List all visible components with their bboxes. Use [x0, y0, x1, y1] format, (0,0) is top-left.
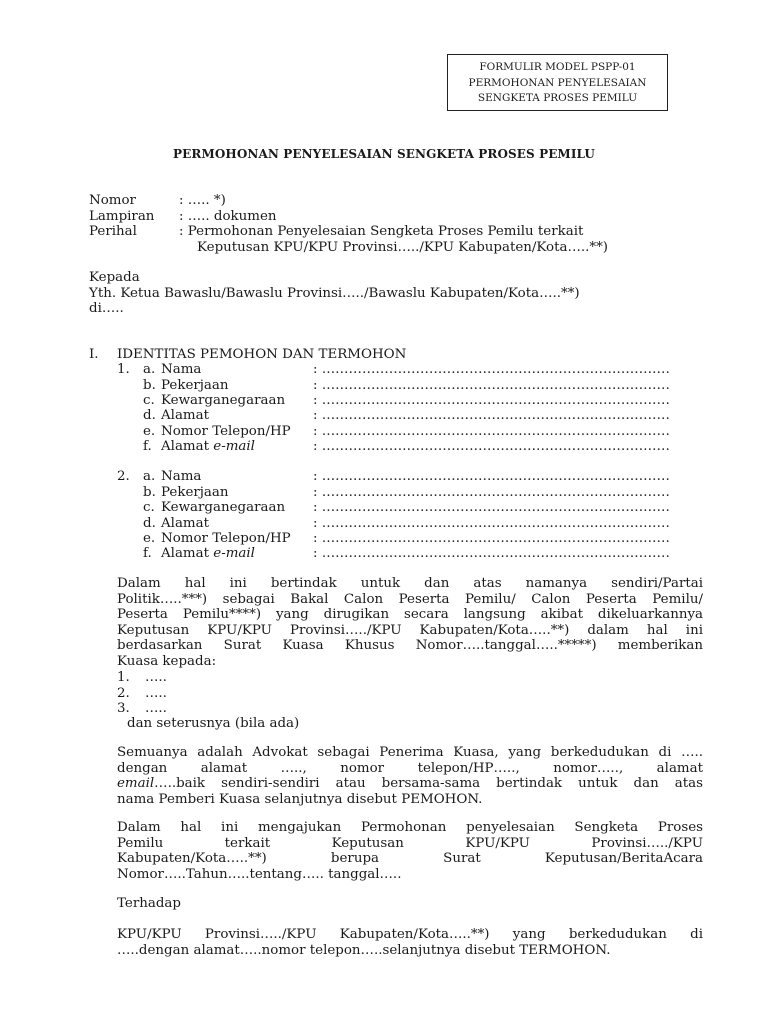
field-blank: : …………………………………………………………………… — [313, 362, 670, 377]
form-model-box — [447, 54, 668, 111]
field-label-pekerjaan: Pekerjaan — [161, 485, 229, 500]
form-model-title-1: PERMOHONAN PENYELESAIAN — [468, 76, 647, 89]
field-label-alamat: Alamat — [161, 516, 209, 531]
field-label-alamat: Alamat — [161, 408, 209, 423]
perihal-label: Perihal — [89, 224, 137, 239]
paragraph-line: Kabupaten/Kota…..**) berupa Surat Keputusan/BeritaAcara — [117, 851, 703, 867]
paragraph-line: Politik…..***) sebagai Bakal Calon Peserta Pemilu/ Calon Peserta Pemilu/ — [117, 591, 703, 607]
list-item-text: ….. — [145, 686, 167, 701]
paragraph-line: Pemilu terkait Keputusan KPU/KPU Provinsi…../KPU — [117, 835, 703, 851]
paragraph-line: Kuasa kepada: — [117, 653, 217, 669]
document-title: PERMOHONAN PENYELESAIAN SENGKETA PROSES PEMILU — [173, 147, 595, 161]
field-blank: : …………………………………………………………………… — [313, 485, 670, 500]
lampiran-value: : ….. dokumen — [179, 209, 277, 224]
field-blank: : …………………………………………………………………… — [313, 546, 670, 561]
field-blank: : …………………………………………………………………… — [313, 424, 670, 439]
dan-seterusnya: dan seterusnya (bila ada) — [127, 716, 300, 731]
field-blank: : …………………………………………………………………… — [313, 516, 670, 531]
list-item-number: 1. — [117, 670, 130, 685]
section-number: I. — [89, 347, 99, 362]
field-letter: d. — [143, 516, 156, 531]
email-italic: email — [117, 776, 155, 792]
paragraph-termohon — [117, 927, 703, 958]
field-letter: c. — [143, 393, 155, 408]
list-item-number: 3. — [117, 701, 130, 716]
paragraph-line: Dalam hal ini mengajukan Permohonan penyelesaian Sengketa Proses — [117, 820, 703, 835]
field-label-telepon: Nomor Telepon/HP — [161, 531, 291, 546]
field-label-telepon: Nomor Telepon/HP — [161, 424, 291, 439]
field-label-email-text: Alamat — [161, 439, 209, 454]
list-item-text: ….. — [145, 670, 167, 685]
nomor-label: Nomor — [89, 193, 136, 208]
field-letter: e. — [143, 531, 156, 546]
paragraph-permohonan — [117, 820, 703, 882]
paragraph-line: Nomor…..Tahun…..tentang….. tanggal….. — [117, 866, 402, 882]
field-letter: e. — [143, 424, 156, 439]
paragraph-line-rest: …..baik sendiri-sendiri atau bersama-sama bertindak untuk dan atas — [154, 776, 703, 792]
list-item-number: 2. — [117, 686, 130, 701]
lampiran-label: Lampiran — [89, 209, 155, 224]
field-letter: a. — [143, 469, 156, 484]
paragraph-line: KPU/KPU Provinsi…../KPU Kabupaten/Kota…..**) yang berkedudukan di — [117, 927, 703, 942]
field-label-nama: Nama — [161, 362, 202, 377]
field-letter: b. — [143, 378, 156, 393]
paragraph-line — [117, 776, 703, 792]
kepada-label: Kepada — [89, 270, 140, 285]
paragraph-kuasa — [117, 576, 703, 670]
party1-index: 1. — [117, 362, 130, 377]
nomor-value: : ….. *) — [179, 193, 226, 208]
recipient-location: di….. — [89, 301, 124, 316]
paragraph-line: berdasarkan Surat Kuasa Khusus Nomor…..tanggal…..*****) memberikan — [117, 638, 703, 654]
field-blank: : …………………………………………………………………… — [313, 439, 670, 454]
paragraph-advokat — [117, 745, 703, 807]
paragraph-line: Peserta Pemilu****) yang dirugikan secara langsung akibat dikeluarkannya — [117, 607, 703, 623]
paragraph-line: …..dengan alamat…..nomor telepon…..selanjutnya disebut TERMOHON. — [117, 942, 611, 958]
field-blank: : …………………………………………………………………… — [313, 531, 670, 546]
field-label-kewarganegaraan: Kewarganegaraan — [161, 393, 286, 408]
field-letter: f. — [143, 439, 152, 454]
field-letter: c. — [143, 500, 155, 515]
recipient-line: Yth. Ketua Bawaslu/Bawaslu Provinsi…../Bawaslu Kabupaten/Kota…..**) — [89, 286, 580, 301]
form-model-title-2: SENGKETA PROSES PEMILU — [477, 92, 638, 104]
section-heading: IDENTITAS PEMOHON DAN TERMOHON — [117, 347, 407, 362]
field-letter: b. — [143, 485, 156, 500]
field-letter: a. — [143, 362, 156, 377]
field-label-email-italic: e-mail — [213, 546, 255, 561]
field-blank: : …………………………………………………………………… — [313, 469, 670, 484]
paragraph-line: Semuanya adalah Advokat sebagai Penerima Kuasa, yang berkedudukan di ….. — [117, 745, 703, 760]
paragraph-line: nama Pemberi Kuasa selanjutnya disebut PEMOHON. — [117, 791, 483, 807]
perihal-value-line2: Keputusan KPU/KPU Provinsi…../KPU Kabupaten/Kota…..**) — [197, 240, 609, 255]
field-blank: : …………………………………………………………………… — [313, 393, 670, 408]
field-label-email-text: Alamat — [161, 546, 209, 561]
field-label-email-italic: e-mail — [213, 439, 255, 454]
field-letter: d. — [143, 408, 156, 423]
terhadap-label: Terhadap — [117, 896, 181, 911]
field-blank: : …………………………………………………………………… — [313, 378, 670, 393]
form-model-code: FORMULIR MODEL PSPP-01 — [479, 61, 636, 73]
field-label-email — [161, 546, 255, 562]
field-label-nama: Nama — [161, 469, 202, 484]
list-item-text: ….. — [145, 701, 167, 716]
field-blank: : …………………………………………………………………… — [313, 408, 670, 423]
perihal-value-line1: : Permohonan Penyelesaian Sengketa Proses Pemilu terkait — [179, 224, 584, 239]
party2-index: 2. — [117, 469, 130, 484]
paragraph-line: Keputusan KPU/KPU Provinsi…../KPU Kabupaten/Kota…..**) dalam hal ini — [117, 622, 703, 638]
paragraph-line: Dalam hal ini bertindak untuk dan atas namanya sendiri/Partai — [117, 576, 703, 591]
field-letter: f. — [143, 546, 152, 561]
field-blank: : …………………………………………………………………… — [313, 500, 670, 515]
field-label-kewarganegaraan: Kewarganegaraan — [161, 500, 286, 515]
paragraph-line: dengan alamat ….., nomor telepon/HP….., nomor….., alamat — [117, 760, 703, 776]
field-label-email — [161, 439, 255, 455]
field-label-pekerjaan: Pekerjaan — [161, 378, 229, 393]
